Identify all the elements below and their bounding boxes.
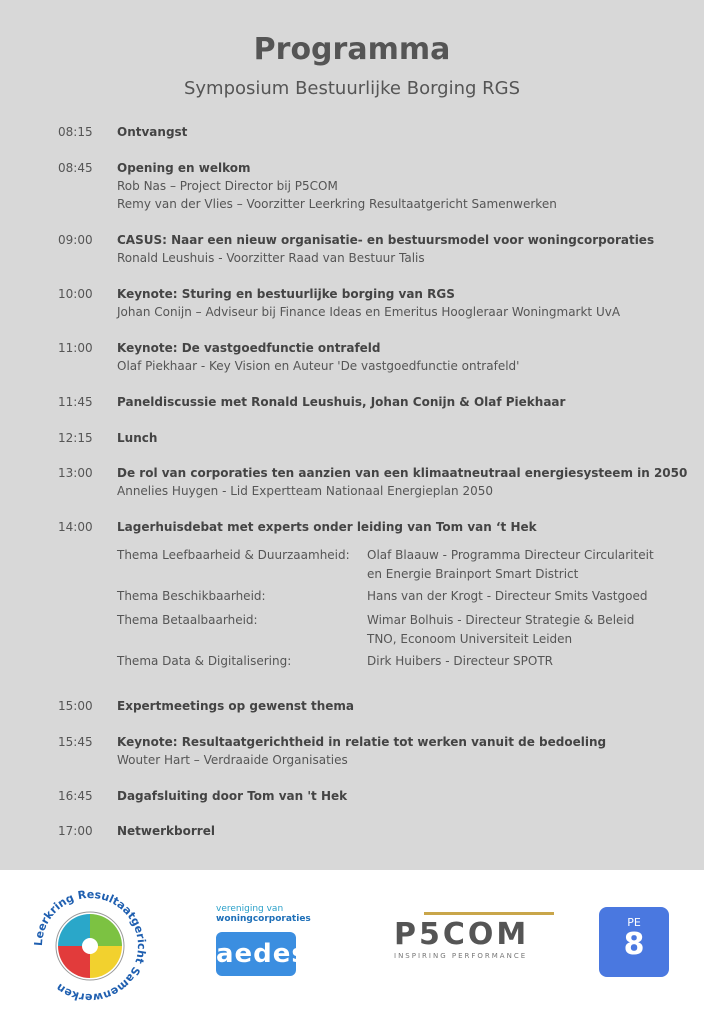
sponsor-footer (0, 870, 704, 1024)
item-title: Netwerkborrel (117, 824, 215, 838)
item-time: 10:00 (58, 287, 93, 301)
theme-expert-line: TNO, Econoom Universiteit Leiden (367, 631, 573, 646)
item-content (117, 123, 687, 141)
item-time: 08:45 (58, 161, 93, 175)
item-speaker-line: Rob Nas – Project Director bij P5COM (117, 179, 338, 193)
item-speaker-line: Ronald Leushuis - Voorzitter Raad van Bestuur Talis (117, 251, 425, 265)
item-title: Paneldiscussie met Ronald Leushuis, Johan Conijn & Olaf Piekhaar (117, 395, 566, 409)
theme-label: Thema Leefbaarheid & Duurzaamheid: (117, 548, 350, 562)
item-content (117, 822, 687, 840)
p5com-tagline: INSPIRING PERFORMANCE (394, 952, 528, 960)
aedes-tagline-2: woningcorporaties (216, 914, 311, 924)
item-content (117, 429, 687, 447)
theme-label: Thema Data & Digitalisering: (117, 654, 292, 668)
item-title: De rol van corporaties ten aanzien van een klimaatneutraal energiesysteem in 2050 (117, 466, 688, 480)
item-content (117, 697, 687, 715)
item-speaker-line: Olaf Piekhaar - Key Vision en Auteur 'De vastgoedfunctie ontrafeld' (117, 359, 520, 373)
theme-label: Thema Betaalbaarheid: (117, 613, 258, 627)
theme-label: Thema Beschikbaarheid: (117, 589, 266, 603)
theme-expert (367, 652, 553, 671)
theme-expert-line: Olaf Blaauw - Programma Directeur Circulariteit (367, 548, 654, 562)
item-time: 14:00 (58, 520, 93, 534)
page-title: Programma (253, 32, 451, 67)
pe8-number: 8 (623, 927, 645, 962)
item-time: 16:45 (58, 789, 93, 803)
item-speaker-line: Remy van der Vlies – Voorzitter Leerkring Resultaatgericht Samenwerken (117, 197, 557, 211)
theme-expert-line: en Energie Brainport Smart District (367, 566, 579, 581)
p5com-wordmark: P5COM (394, 917, 530, 952)
item-title: Opening en welkom (117, 161, 251, 175)
aedes-wordmark: aedes (216, 932, 296, 976)
item-time: 11:00 (58, 341, 93, 355)
item-time: 15:45 (58, 735, 93, 749)
item-content (117, 464, 687, 500)
leerkring-logo-text: Leerkring Resultaatgericht Samenwerken (31, 887, 149, 1005)
aedes-tagline-1: vereniging van (216, 904, 284, 914)
item-time: 15:00 (58, 699, 93, 713)
item-time: 08:15 (58, 125, 93, 139)
theme-expert (367, 587, 647, 606)
item-content (117, 285, 687, 321)
item-title: Keynote: De vastgoedfunctie ontrafeld (117, 341, 381, 355)
theme-expert-line: Dirk Huibers - Directeur SPOTR (367, 654, 554, 668)
item-title: CASUS: Naar een nieuw organisatie- en bestuursmodel voor woningcorporaties (117, 233, 655, 247)
theme-expert-line: Wimar Bolhuis - Directeur Strategie & Beleid (367, 613, 635, 627)
item-time: 13:00 (58, 466, 93, 480)
item-content (117, 787, 687, 805)
item-time: 12:15 (58, 431, 93, 445)
pe8-logo (599, 907, 669, 977)
theme-expert (367, 611, 634, 648)
item-title: Lunch (117, 431, 158, 445)
item-speaker-line: Annelies Huygen - Lid Expertteam Nationaal Energieplan 2050 (117, 484, 493, 498)
item-content (117, 518, 687, 536)
item-title: Keynote: Resultaatgerichtheid in relatie tot werken vanuit de bedoeling (117, 735, 607, 749)
item-time: 17:00 (58, 824, 93, 838)
p5com-logo (394, 912, 554, 960)
aedes-logo (216, 904, 311, 976)
page-subtitle: Symposium Bestuurlijke Borging RGS (183, 78, 521, 99)
theme-expert-line: Hans van der Krogt - Directeur Smits Vastgoed (367, 589, 648, 603)
item-speaker-line: Johan Conijn – Adviseur bij Finance Ideas en Emeritus Hoogleraar Woningmarkt UvA (117, 305, 621, 319)
item-title: Expertmeetings op gewenst thema (117, 699, 354, 713)
item-title: Keynote: Sturing en bestuurlijke borging van RGS (117, 287, 455, 301)
item-time: 09:00 (58, 233, 93, 247)
item-title: Lagerhuisdebat met experts onder leiding van Tom van ‘t Hek (117, 520, 537, 534)
item-content (117, 231, 687, 267)
item-title: Ontvangst (117, 125, 188, 139)
item-content (117, 339, 687, 375)
item-content (117, 733, 687, 769)
item-content (117, 393, 687, 411)
leerkring-logo (30, 886, 150, 1006)
pe8-label: PE (627, 916, 641, 929)
item-title: Dagafsluiting door Tom van 't Hek (117, 789, 348, 803)
item-time: 11:45 (58, 395, 93, 409)
item-speaker-line: Wouter Hart – Verdraaide Organisaties (117, 753, 348, 767)
item-content (117, 159, 687, 213)
theme-expert (367, 546, 654, 583)
